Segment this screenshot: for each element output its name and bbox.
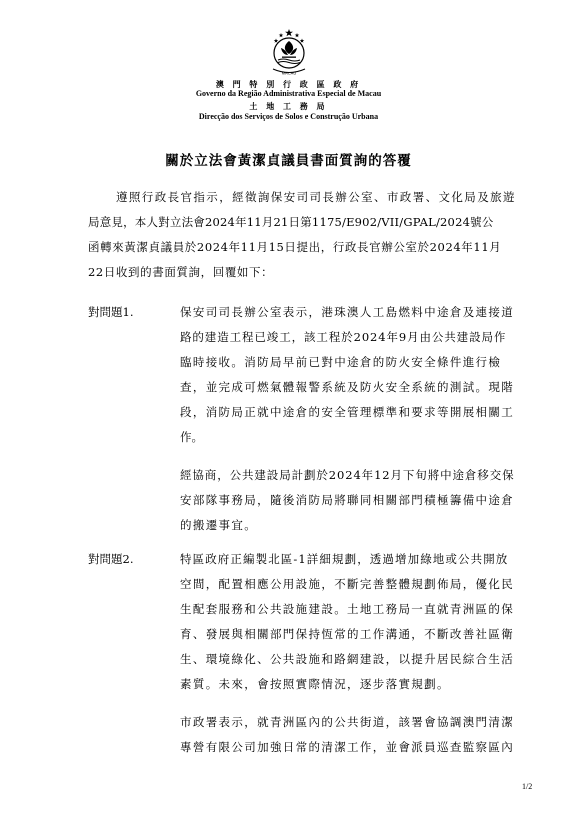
q2-para2-line: 專營有限公司加強日常的清潔工作，並會派員巡查監察區內 xyxy=(180,740,515,754)
q1-para2-line: 經協商，公共建設局計劃於2024年12月下旬將中途倉移交保 xyxy=(180,468,515,482)
q2-para1-line: 素質。未來，會按照實際情況，逐步落實規劃。 xyxy=(180,677,450,691)
q2-para1-line: 生、環境綠化、公共設施和路網建設，以提升居民綜合生活 xyxy=(180,652,515,666)
emblem-text: MACAU xyxy=(281,70,297,76)
q2-para1-line: 空間，配置相應公用設施，不斷完善整體規劃佈局，優化民 xyxy=(180,577,515,591)
intro-line: 遵照行政長官指示，經徵詢保安司司長辦公室、市政署、文化局及旅遊 xyxy=(116,190,516,204)
q2-para1-line: 特區政府正編製北區-1詳細規劃，透過增加綠地或公共開放 xyxy=(180,552,509,566)
q1-para1-line: 路的建造工程已竣工，該工程於2024年9月由公共建設局作 xyxy=(180,330,507,344)
q1-para1-line: 臨時接收。消防局早前已對中途倉的防火安全條件進行檢 xyxy=(180,355,502,369)
q2-para2-line: 市政署表示，就青洲區內的公共街道，該署會協調澳門清潔 xyxy=(180,715,515,729)
q1-para1-line: 段，消防局正就中途倉的安全管理標準和要求等開展相關工 xyxy=(180,405,515,419)
q1-para1-line: 查，並完成可燃氣體報警系統及防火安全系統的測試。現階 xyxy=(180,380,515,394)
q1-para2-line: 安部隊事務局，隨後消防局將聯同相關部門積極籌備中途倉 xyxy=(180,493,515,507)
intro-line: 22日收到的書面質詢，回覆如下： xyxy=(88,265,274,279)
question-1-label: 對問題1. xyxy=(88,305,134,319)
q2-para1-line: 生配套服務和公共設施建設。土地工務局一直就青洲區的保 xyxy=(180,602,515,616)
q2-para1-line: 育、發展與相關部門保持恆常的工作溝通，不斷改善社區衛 xyxy=(180,627,515,641)
header-department-pt: Direcção dos Serviços de Solos e Construção Urbana xyxy=(198,112,379,121)
header-government-zh: 澳 門 特 別 行 政 區 政 府 xyxy=(215,79,362,89)
page-number: 1/2 xyxy=(522,782,533,791)
macau-emblem-icon xyxy=(268,28,310,78)
q1-para2-line: 的搬遷事宜。 xyxy=(180,518,258,532)
document-title: 關於立法會黃潔貞議員書面質詢的答覆 xyxy=(165,153,412,169)
header-department-zh: 土 地 工 務 局 xyxy=(249,101,328,111)
question-2-label: 對問題2. xyxy=(88,552,134,566)
header-government-pt: Governo da Região Administrativa Especial de Macau xyxy=(195,89,382,98)
q1-para1-line: 保安司司長辦公室表示，港珠澳人工島燃料中途倉及連接道 xyxy=(180,305,515,319)
intro-line: 函轉來黃潔貞議員於2024年11月15日提出，行政長官辦公室於2024年11月 xyxy=(88,240,502,254)
intro-line: 局意見，本人對立法會2024年11月21日第1175/E902/VII/GPAL/2024號公 xyxy=(88,215,494,229)
q1-para1-line: 作。 xyxy=(180,430,203,444)
